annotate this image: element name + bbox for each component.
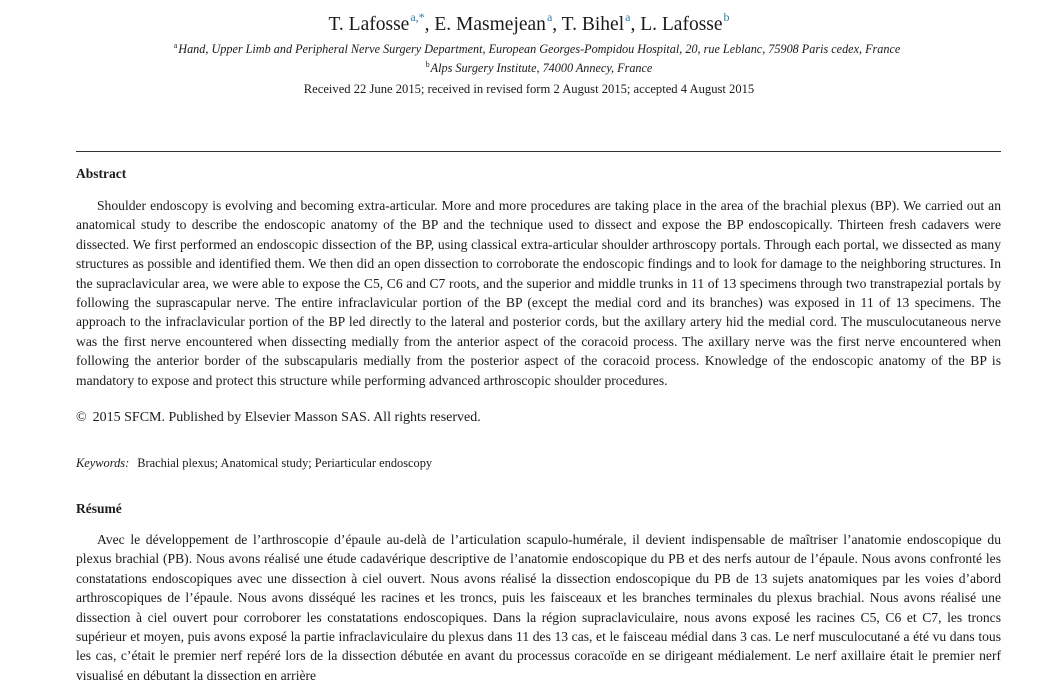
keywords-text: Brachial plexus; Anatomical study; Periarticular endoscopy — [137, 456, 433, 470]
copyright-text: 2015 SFCM. Published by Elsevier Masson SAS. All rights reserved. — [92, 410, 481, 425]
affiliation-mark: a — [173, 41, 178, 50]
author-affiliation-mark[interactable]: b — [723, 10, 730, 24]
abstract-text: Shoulder endoscopy is evolving and becoming extra-articular. More and more procedures are taking place in the area of the brachial plexus (BP). We carried out an anatomical study to describe the endoscopic anatomy of the BP and the technique used to dissect and expose the BP endoscopically. Thirteen fresh cadavers were dissected. We first performed an endoscopic dissection of the BP, using classical extra-articular shoulder arthroscopy portals. Through each portal, we dissected as many structures as possible and identified them. We then did an open dissection to corroborate the endoscopic findings and to look for damage to the neighboring structures. In the supraclavicular area, we were able to expose the C5, C6 and C7 roots, and the superior and middle trunks in 11 of 13 specimens through two transtrapezial portals by following the suprascapular nerve. The entire infraclavicular portion of the BP (except the medial cord and its branches) was exposed in 11 of 13 specimens. The approach to the infraclavicular portion of the BP led directly to the lateral and posterior cords, but the axillary artery hid the medial cord. The musculocutaneous nerve was the first nerve encountered when dissecting medially from the anterior aspect of the coracoid process. The axillary nerve was the first nerve encountered when following the anterior border of the subscapularis medially from the posterior aspect of the coracoid process. Knowledge of the endoscopic anatomy of the BP is mandatory to expose and protect this structure while performing advanced arthroscopic shoulder procedures. — [76, 198, 1001, 388]
received-dates: Received 22 June 2015; received in revised form 2 August 2015; accepted 4 August 2015 — [303, 82, 755, 96]
affiliation-a — [8, 41, 1058, 57]
affiliation-mark: b — [425, 60, 430, 69]
author-list: T. Lafosse$^{a,*}$, E. Masmejean$^a$, T. Bihel$^a$, L. Lafosse$^b$ — [328, 10, 730, 35]
abstract-heading: Abstract — [76, 166, 127, 181]
affiliation-b — [10, 60, 1058, 76]
affiliation-text: Alps Surgery Institute, 74000 Annecy, France — [430, 61, 653, 75]
keywords-line — [76, 456, 432, 471]
author-name: T. Bihel — [561, 14, 625, 35]
affiliation-text: Hand, Upper Limb and Peripheral Nerve Surgery Department, European Georges-Pompidou Hospital, 20, rue Leblanc, 75908 Paris cedex, France — [178, 42, 901, 56]
section-divider — [76, 151, 1001, 152]
author-name: T. Lafosse — [328, 14, 410, 35]
resume-body — [76, 530, 1001, 685]
resume-text: Avec le développement de l’arthroscopie d’épaule au-delà de l’articulation scapulo-humérale, il devient indispensable de maîtriser l’anatomie endoscopique du plexus brachial (PB). Nous avons réalisé une étude cadavérique descriptive de l’anatomie endoscopique du PB et des nerfs autour de l’épaule. Nous avons confronté les constatations endoscopiques avec une dissection à ciel ouvert. Nous avons réalisé la dissection endoscopique du PB de 13 sujets anatomiques par les voies d’abord arthroscopiques de l’épaule. Nous avons disséqué les racines et les troncs, puis les faisceaux et les branches terminales du plexus brachial. Nous avons réalisé une dissection à ciel ouvert pour corroborer les constatations endoscopiques. Dans la région supraclaviculaire, nous avons exposé les racines C5, C6 et C7, les troncs supérieur et moyen, puis avons exposé la partie infraclaviculaire du plexus dans 11 des 13 cas, et le faisceau médial dans 3 cas. Le nerf musculocutané a été vu dans tous les cas, c’était le premier nerf repéré lors de la dissection débutée en avant du processus coracoïde en se dirigeant médialement. Le nerf axillaire était le premier nerf visualisé en débutant la dissection en arrière — [76, 532, 1001, 683]
copyright-symbol: © — [76, 410, 87, 425]
author-affiliation-mark[interactable]: a — [625, 10, 631, 24]
author-name: L. Lafosse — [640, 14, 723, 35]
abstract-body — [76, 196, 1001, 390]
keywords-label: Keywords: — [76, 456, 130, 470]
resume-heading: Résumé — [76, 501, 122, 516]
copyright-line — [76, 410, 481, 426]
author-affiliation-mark[interactable]: a — [546, 10, 553, 24]
author-name: E. Masmejean — [434, 14, 546, 35]
author-affiliation-mark[interactable]: a,* — [410, 10, 425, 24]
